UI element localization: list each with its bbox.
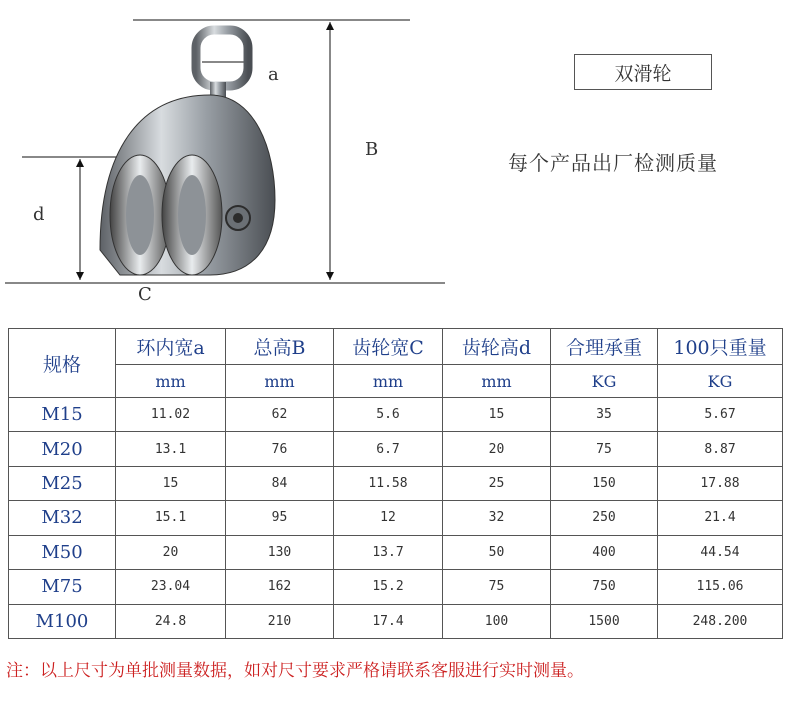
value-cell: 210 (226, 604, 334, 638)
column-header: 合理承重 (551, 329, 658, 365)
table-row (9, 501, 783, 535)
value-cell: 95 (226, 501, 334, 535)
table-row (9, 570, 783, 604)
dimension-d-label: d (33, 204, 45, 225)
dimension-c-label: C (138, 284, 152, 305)
model-cell: M25 (9, 466, 116, 500)
value-cell: 24.8 (116, 604, 226, 638)
value-cell: 11.58 (334, 466, 443, 500)
value-cell: 12 (334, 501, 443, 535)
specification-table (8, 328, 783, 639)
unit-cell: mm (443, 365, 551, 398)
value-cell: 400 (551, 535, 658, 569)
value-cell: 17.4 (334, 604, 443, 638)
value-cell: 150 (551, 466, 658, 500)
dimension-a-label: a (268, 64, 279, 85)
product-title-box (574, 54, 712, 90)
unit-cell: KG (658, 365, 783, 398)
value-cell: 13.1 (116, 432, 226, 466)
table-row (9, 535, 783, 569)
value-cell: 17.88 (658, 466, 783, 500)
model-cell: M15 (9, 398, 116, 432)
value-cell: 1500 (551, 604, 658, 638)
value-cell: 21.4 (658, 501, 783, 535)
model-cell: M50 (9, 535, 116, 569)
value-cell: 25 (443, 466, 551, 500)
value-cell: 162 (226, 570, 334, 604)
table-row (9, 432, 783, 466)
column-header: 总高B (226, 329, 334, 365)
unit-cell: mm (116, 365, 226, 398)
value-cell: 5.67 (658, 398, 783, 432)
value-cell: 15 (116, 466, 226, 500)
value-cell: 32 (443, 501, 551, 535)
value-cell: 62 (226, 398, 334, 432)
value-cell: 23.04 (116, 570, 226, 604)
model-cell: M32 (9, 501, 116, 535)
table-row (9, 398, 783, 432)
value-cell: 6.7 (334, 432, 443, 466)
value-cell: 15.1 (116, 501, 226, 535)
value-cell: 75 (443, 570, 551, 604)
table-row (9, 604, 783, 638)
column-header: 100只重量 (658, 329, 783, 365)
value-cell: 13.7 (334, 535, 443, 569)
value-cell: 248.200 (658, 604, 783, 638)
value-cell: 250 (551, 501, 658, 535)
product-title: 双滑轮 (614, 62, 672, 85)
value-cell: 15.2 (334, 570, 443, 604)
measurement-note: 注：以上尺寸为单批测量数据，如对尺寸要求严格请联系客服进行实时测量。 (6, 661, 584, 681)
value-cell: 50 (443, 535, 551, 569)
value-cell: 44.54 (658, 535, 783, 569)
value-cell: 35 (551, 398, 658, 432)
table-unit-row (9, 365, 783, 398)
model-cell: M20 (9, 432, 116, 466)
value-cell: 84 (226, 466, 334, 500)
value-cell: 11.02 (116, 398, 226, 432)
pulley-diagram (0, 0, 450, 310)
unit-cell: mm (226, 365, 334, 398)
value-cell: 20 (443, 432, 551, 466)
table-row (9, 466, 783, 500)
value-cell: 130 (226, 535, 334, 569)
value-cell: 15 (443, 398, 551, 432)
spec-header-cell: 规格 (9, 329, 116, 398)
model-cell: M100 (9, 604, 116, 638)
value-cell: 5.6 (334, 398, 443, 432)
quality-slogan: 每个产品出厂检测质量 (508, 151, 718, 175)
column-header: 齿轮高d (443, 329, 551, 365)
value-cell: 20 (116, 535, 226, 569)
table-header-row (9, 329, 783, 365)
value-cell: 100 (443, 604, 551, 638)
value-cell: 76 (226, 432, 334, 466)
column-header: 环内宽a (116, 329, 226, 365)
column-header: 齿轮宽C (334, 329, 443, 365)
unit-cell: mm (334, 365, 443, 398)
value-cell: 115.06 (658, 570, 783, 604)
value-cell: 750 (551, 570, 658, 604)
model-cell: M75 (9, 570, 116, 604)
pulley-dimension-drawing (0, 0, 450, 310)
unit-cell: KG (551, 365, 658, 398)
value-cell: 8.87 (658, 432, 783, 466)
dimension-b-label: B (365, 139, 379, 160)
value-cell: 75 (551, 432, 658, 466)
